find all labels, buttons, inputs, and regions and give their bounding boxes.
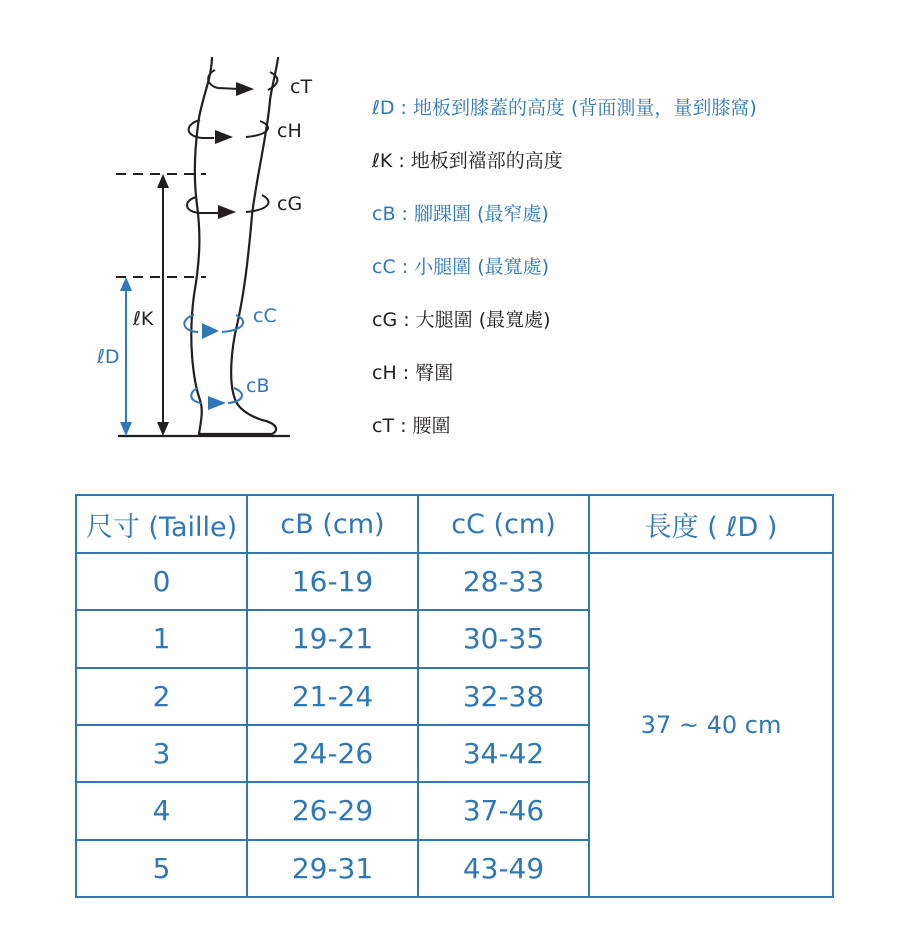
- cb-cell: 21-24: [247, 668, 418, 725]
- legend-item-cg: cG : 大腿圍 (最寬處): [372, 309, 551, 331]
- table-row: [76, 553, 833, 610]
- legend-item-cc: cC : 小腿圍 (最寬處): [372, 256, 550, 278]
- legend-item-lk: ℓK : 地板到襠部的高度: [372, 150, 563, 172]
- waist-circumference-marker: [208, 70, 277, 96]
- legend-item-ct: cT : 腰圍: [372, 415, 451, 437]
- cb-cell: 29-31: [247, 840, 418, 897]
- label-ch: cH: [277, 120, 302, 142]
- label-cb: cB: [246, 375, 270, 397]
- size-cell: 4: [76, 782, 247, 839]
- measurement-legend: [372, 96, 872, 467]
- table-header-row: [76, 495, 833, 553]
- cb-cell: 26-29: [247, 782, 418, 839]
- header-size: 尺寸 (Taille): [76, 495, 247, 553]
- crotch-height-arrow: [157, 174, 169, 436]
- cb-cell: 24-26: [247, 725, 418, 782]
- cc-cell: 30-35: [418, 610, 589, 667]
- legend-item-cb: cB : 腳踝圍 (最窄處): [372, 203, 549, 225]
- label-ld: ℓD: [97, 346, 120, 368]
- cc-cell: 34-42: [418, 725, 589, 782]
- hip-circumference-marker: [189, 120, 268, 144]
- label-ct: cT: [290, 76, 313, 98]
- header-length: 長度 ( ℓD ): [589, 495, 833, 553]
- size-chart-table: [75, 494, 834, 898]
- legend-item-ch: cH : 臀圍: [372, 362, 454, 384]
- label-cc: cC: [253, 305, 277, 327]
- legend-item-ld: ℓD : 地板到膝蓋的高度 (背面測量，量到膝窩): [372, 97, 757, 119]
- cc-cell: 43-49: [418, 840, 589, 897]
- size-cell: 1: [76, 610, 247, 667]
- cc-cell: 37-46: [418, 782, 589, 839]
- cc-cell: 28-33: [418, 553, 589, 610]
- size-cell: 5: [76, 840, 247, 897]
- header-cb: cB (cm): [247, 495, 418, 553]
- cb-cell: 19-21: [247, 610, 418, 667]
- length-cell: 37 ~ 40 cm: [589, 553, 833, 897]
- size-cell: 0: [76, 553, 247, 610]
- size-cell: 3: [76, 725, 247, 782]
- label-cg: cG: [277, 193, 303, 215]
- knee-height-arrow: [120, 277, 132, 436]
- header-cc: cC (cm): [418, 495, 589, 553]
- label-lk: ℓK: [133, 308, 154, 330]
- cb-cell: 16-19: [247, 553, 418, 610]
- size-cell: 2: [76, 668, 247, 725]
- cc-cell: 32-38: [418, 668, 589, 725]
